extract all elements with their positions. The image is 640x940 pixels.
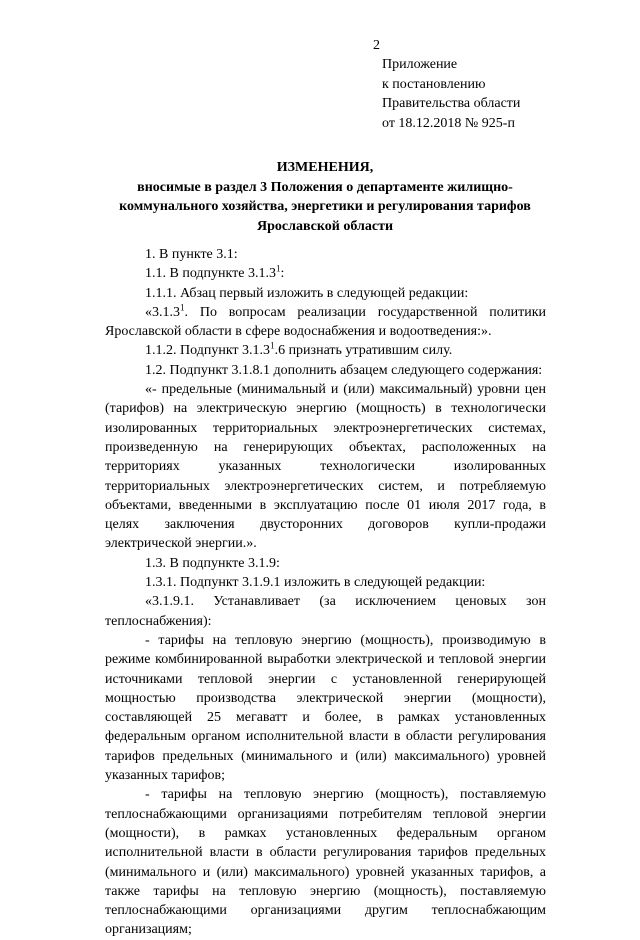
appendix-line: к постановлению [382,76,486,92]
superscript: 1 [180,302,185,313]
paragraph: 1.2. Подпункт 3.1.8.1 дополнить абзацем следующего содержания: [145,362,543,378]
paragraph: 1.1. В подпункте 3.1.3$^1$: [145,263,285,282]
paragraph: «- предельные (минимальный и (или) максимальный) уровни цен (тарифов) на электрическую энергию (мощность) в технологически изолированных территориальных электроэнергетических системах, произведенную на генерирующих объектах, расположенных на территориях указанных технологически изолированных территориальных электроэнергетических систем, и потребляемую объектами, введенными в эксплуатацию после 01 июля 2017 года, в целях заключения двусторонних договоров купли-продажи электрической энергии.». [105,382,546,552]
paragraph: - тарифы на тепловую энергию (мощность), производимую в режиме комбинированной выработки электрической и тепловой энергии источниками тепловой энергии с установленной генерирующей мощностью производства электрической энергии (мощности), составляющей 25 мегаватт и более, в рамках установленных федеральным органом исполнительной власти в области регулирования тарифов предельных (минимального и (или) максимального) уровней указанных тарифов; [105,632,546,784]
appendix-line: от 18.12.2018 № 925-п [382,115,515,131]
superscript: 1 [275,263,281,274]
paragraph: 1.3. В подпункте 3.1.9: [145,555,280,571]
document-body [105,245,546,940]
document-title [100,158,550,236]
paragraph: - тарифы на тепловую энергию (мощность), поставляемую теплоснабжающими организациями потребителям тепловой энергии (мощности), в рамках установленных федеральным органом исполнительной власти в области регулирования тарифов предельных (минимального и (или) максимального) уровней указанных тарифов, а также тарифы на тепловую энергию (мощность), поставляемую теплоснабжающими организациями другим теплоснабжающим организациям; [105,787,546,938]
title-line: ИЗМЕНЕНИЯ, [276,160,374,175]
paragraph: 1.3.1. Подпункт 3.1.9.1 изложить в следующей редакции: [145,575,486,591]
page-number: 2 [373,38,380,53]
title-line: Ярославской области [256,218,394,234]
paragraph: «3.1.9.1. Устанавливает (за исключением ценовых зон теплоснабжения): [105,594,546,629]
appendix-header [382,55,520,133]
title-line: коммунального хозяйства, энергетики и регулирования тарифов [119,199,531,214]
appendix-line: Приложение [382,57,458,72]
paragraph: 1. В пункте 3.1: [145,247,238,262]
appendix-line: Правительства области [382,96,521,111]
title-line: вносимые в раздел 3 Положения о департаменте жилищно- [137,179,513,195]
paragraph: 1.1.1. Абзац первый изложить в следующей редакции: [145,285,469,301]
paragraph: «3.1.3$^1$. По вопросам реализации государственной политики Ярославской области в сфере водоснабжения и водоотведения:». [105,302,546,340]
paragraph: 1.1.2. Подпункт 3.1.3$^1$.6 признать утратившим силу. [145,340,453,359]
superscript: 1 [270,340,275,351]
